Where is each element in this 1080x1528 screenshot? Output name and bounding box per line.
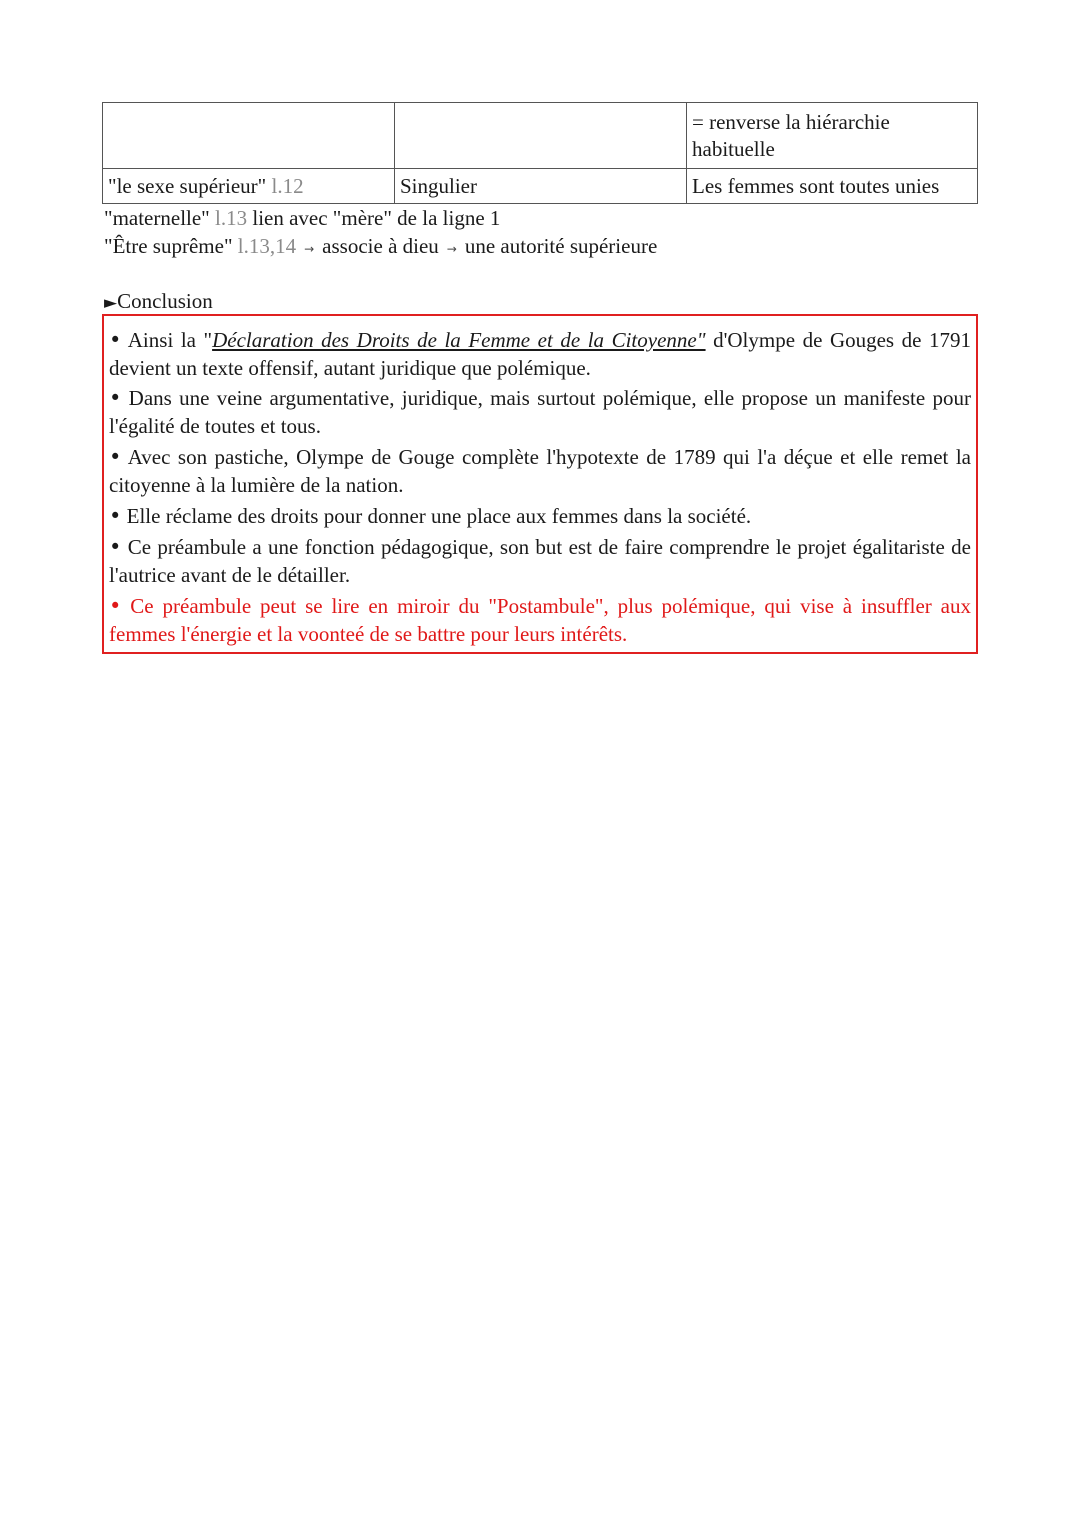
bullet-icon: •	[109, 504, 122, 528]
note-line-etre-supreme	[104, 233, 657, 263]
bullet-icon: •	[109, 445, 122, 469]
paragraph-text: Ainsi la "	[121, 328, 213, 352]
conclusion-paragraph	[109, 533, 971, 589]
paragraph-text: Ce préambule a une fonction pédagogique, son but est de faire comprendre le projet égalitariste de l'autrice avant de le détailler.	[109, 535, 971, 587]
quote-text: "le sexe supérieur"	[108, 174, 272, 198]
table-cell-quote	[103, 169, 395, 204]
table-cell-interpretation: = renverse la hiérarchie habituelle	[687, 103, 978, 169]
note-line-maternelle	[104, 205, 500, 232]
conclusion-paragraph	[109, 384, 971, 440]
table-row	[103, 103, 978, 169]
work-title: Déclaration des Droits de la Femme et de la Citoyenne"	[212, 328, 706, 352]
conclusion-paragraph-highlight	[109, 592, 971, 648]
table-cell-interpretation: Les femmes sont toutes unies	[687, 169, 978, 204]
triangle-marker-icon: ►	[104, 293, 118, 313]
quote-text: "Être suprême"	[104, 234, 238, 258]
table-cell-device: Singulier	[395, 169, 687, 204]
line-ref: l.13,14	[237, 234, 297, 258]
bullet-icon: •	[109, 328, 122, 352]
analysis-table	[102, 102, 978, 204]
paragraph-text: Ce préambule peut se lire en miroir du "Postambule", plus polémique, qui vise à insuffler aux femmes l'énergie et la voonteé de se battre pour leurs intérêts.	[109, 594, 971, 646]
table-cell-empty	[395, 103, 687, 169]
bullet-icon: •	[109, 594, 122, 618]
bullet-icon: •	[109, 535, 122, 559]
bullet-icon: •	[109, 386, 122, 410]
conclusion-paragraph	[109, 326, 971, 382]
conclusion-paragraph	[109, 502, 971, 530]
paragraph-text: Elle réclame des droits pour donner une place aux femmes dans la société.	[121, 504, 752, 528]
quote-text: "maternelle"	[104, 206, 216, 230]
conclusion-heading	[104, 287, 213, 317]
paragraph-text: d'Olympe de Gouges de 1791 devient un texte offensif, autant juridique que polémique.	[109, 328, 971, 380]
right-arrow-icon: →	[446, 242, 457, 256]
paragraph-text: Dans une veine argumentative, juridique, mais surtout polémique, elle propose un manifeste pour l'égalité de toutes et tous.	[109, 386, 971, 438]
table-cell-empty	[103, 103, 395, 169]
note-text: lien avec "mère" de la ligne 1	[247, 206, 501, 230]
paragraph-text: Avec son pastiche, Olympe de Gouge complète l'hypotexte de 1789 qui l'a déçue et elle remet la citoyenne à la lumière de la nation.	[109, 445, 971, 497]
conclusion-paragraph	[109, 443, 971, 499]
line-ref: l.13	[215, 206, 248, 230]
note-text: associe à dieu	[322, 234, 439, 258]
heading-text: Conclusion	[117, 289, 213, 313]
conclusion-box	[102, 314, 978, 654]
right-arrow-icon: →	[304, 242, 315, 256]
line-ref: l.12	[271, 174, 304, 198]
table-row	[103, 169, 978, 204]
note-text: une autorité supérieure	[464, 234, 658, 258]
